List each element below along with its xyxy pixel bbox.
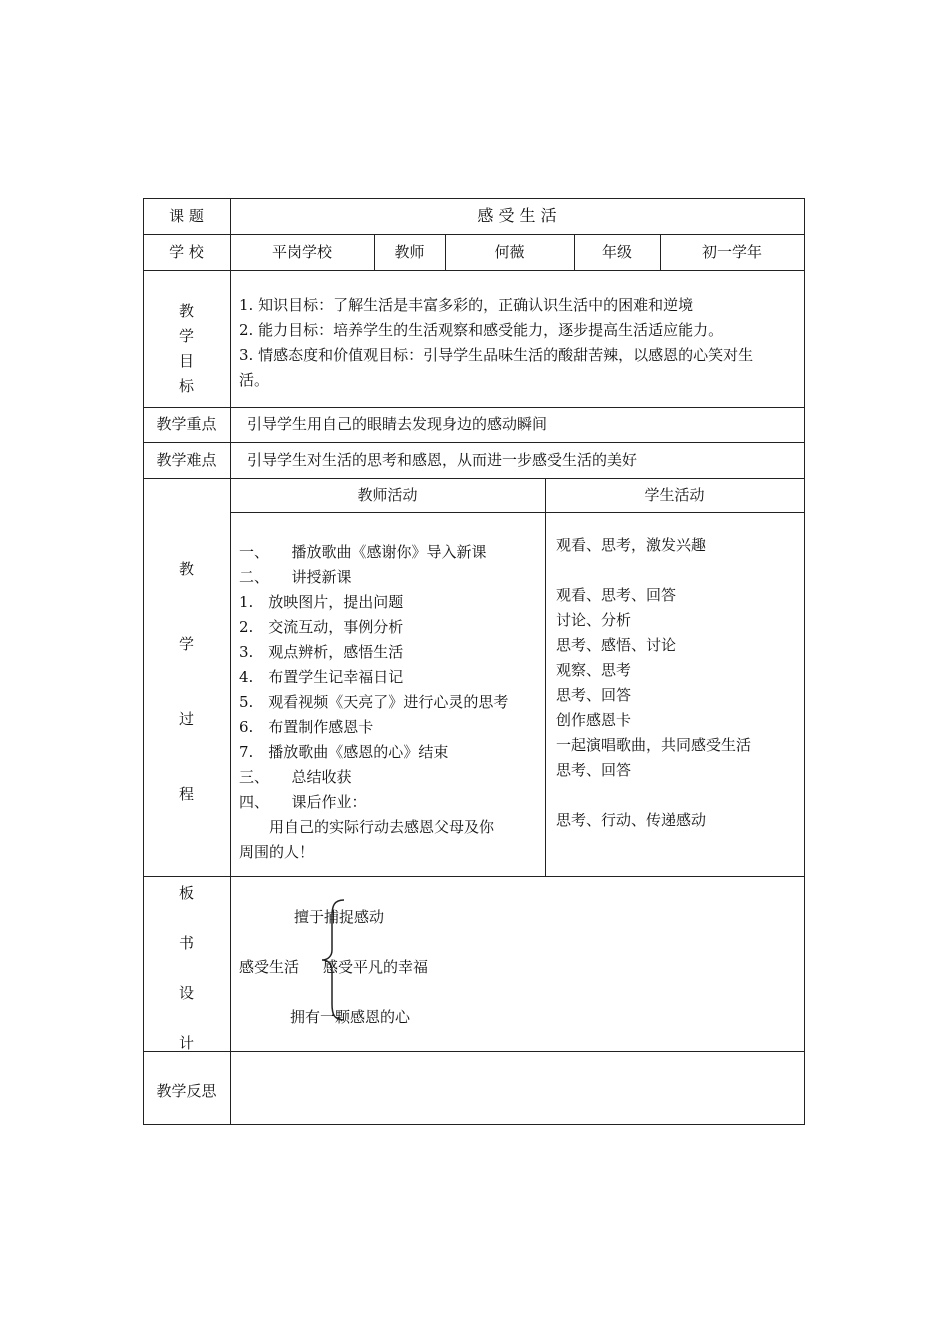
table-rule (143, 442, 805, 443)
grade-value: 初一学年 (701, 243, 762, 261)
teacher-activity-line: 二、 讲授新课 (239, 568, 352, 586)
objective-line: 1. 知识目标：了解生活是丰富多彩的，正确认识生活中的困难和逆境 (239, 296, 694, 314)
table-rule (545, 478, 546, 876)
brace-icon (310, 898, 350, 1022)
student-activity-line: 思考、回答 (556, 686, 632, 704)
key-point-text: 引导学生用自己的眼睛去发现身边的感动瞬间 (247, 415, 548, 433)
student-activity-header: 学生活动 (644, 486, 705, 504)
table-rule (143, 234, 805, 235)
table-rule (143, 876, 805, 877)
teacher-activity-line: 1. 放映图片，提出问题 (239, 593, 404, 611)
table-border-bottom (143, 1124, 805, 1125)
key-point-label: 教学重点 (156, 415, 217, 433)
course-title: 感 受 生 活 (477, 206, 557, 225)
teacher-activity-line: 四、 课后作业： (239, 793, 367, 811)
difficulty-text: 引导学生对生活的思考和感恩，从而进一步感受生活的美好 (247, 451, 638, 469)
board-item: 感受平凡的幸福 (323, 958, 429, 976)
student-activity-line: 思考、行动、传递感动 (556, 811, 707, 829)
table-border-right (804, 198, 805, 1125)
teacher-activity-line: 4. 布置学生记幸福日记 (239, 668, 404, 686)
table-rule (143, 270, 805, 271)
teacher-activity-line: 7. 播放歌曲《感恩的心》结束 (239, 743, 449, 761)
student-activity-line: 思考、回答 (556, 761, 632, 779)
student-activity-line: 观察、思考 (556, 661, 632, 679)
board-center: 感受生活 (239, 958, 300, 976)
teacher-activity-line: 5. 观看视频《天亮了》进行心灵的思考 (239, 693, 509, 711)
teacher-activity-line: 2. 交流互动，事例分析 (239, 618, 404, 636)
objective-line: 2. 能力目标：培养学生的生活观察和感受能力，逐步提高生活适应能力。 (239, 321, 724, 339)
table-rule (230, 198, 231, 1125)
objective-line: 3. 情感态度和价值观目标：引导学生品味生活的酸甜苦辣，以感恩的心笑对生 (239, 346, 754, 364)
board-item: 拥有一颗感恩的心 (290, 1008, 411, 1026)
student-activity-line: 讨论、分析 (556, 611, 632, 629)
table-rule (143, 407, 805, 408)
student-activity-line: 一起演唱歌曲，共同感受生活 (556, 736, 752, 754)
school-label: 学 校 (169, 243, 204, 261)
difficulty-label: 教学难点 (156, 451, 217, 469)
student-activity-line: 创作感恩卡 (556, 711, 632, 729)
teacher-activity-line: 周围的人！ (239, 843, 315, 861)
teacher-activity-line: 6. 布置制作感恩卡 (239, 718, 374, 736)
grade-label: 年级 (601, 243, 632, 261)
student-activity-line: 观看、思考，激发兴趣 (556, 536, 707, 554)
objective-line: 活。 (239, 371, 270, 389)
table-border-top (143, 198, 805, 199)
teacher-activity-line: 用自己的实际行动去感恩父母及你 (239, 818, 495, 836)
board-item: 擅于捕捉感动 (294, 908, 385, 926)
reflection-label: 教学反思 (156, 1082, 217, 1100)
table-rule (143, 1051, 805, 1052)
table-rule (143, 478, 805, 479)
teacher-activity-line: 3. 观点辨析，感悟生活 (239, 643, 404, 661)
teacher-activity-header: 教师活动 (357, 486, 418, 504)
course-label: 课 题 (169, 207, 204, 225)
teacher-value: 何薇 (494, 243, 525, 261)
table-rule (230, 512, 805, 513)
school-value: 平岗学校 (271, 243, 332, 261)
teacher-activity-line: 一、 播放歌曲《感谢你》导入新课 (239, 543, 487, 561)
teacher-activity-line: 三、 总结收获 (239, 768, 352, 786)
teacher-label: 教师 (394, 243, 425, 261)
student-activity-line: 思考、感悟、讨论 (556, 636, 677, 654)
student-activity-line: 观看、思考、回答 (556, 586, 677, 604)
